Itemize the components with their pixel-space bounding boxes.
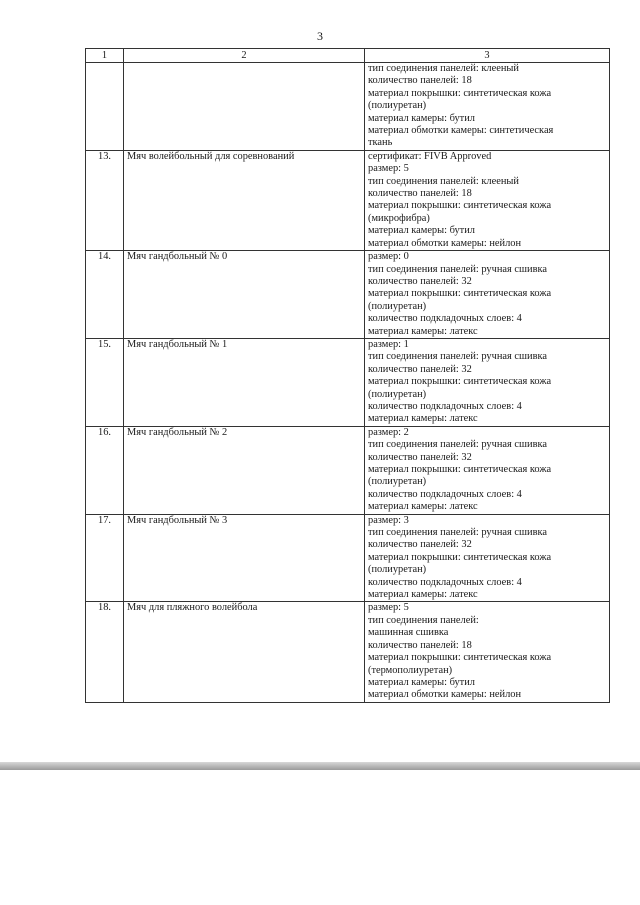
item-name: Мяч волейбольный для соревнований [124,150,365,250]
item-number: 18. [86,602,124,702]
property-line: размер: 5 [368,163,409,175]
property-line: количество панелей: 18 [368,188,472,200]
property-line: материал покрышки: синтетическая кожа [368,376,552,388]
item-name [124,63,365,151]
property-line: материал обмотки камеры: нейлон [368,689,522,701]
property-line: (термополиуретан) [368,664,453,676]
property-line: количество панелей: 18 [368,639,472,651]
column-header-3: 3 [365,49,610,63]
property-line: тип соединения панелей: ручная сшивка [368,439,547,451]
item-name: Мяч гандбольный № 2 [124,426,365,514]
item-properties [365,251,610,339]
table-row [86,338,610,426]
property-line: материал камеры: бутил [368,676,475,688]
property-line: размер: 0 [368,251,409,263]
property-line: тип соединения панелей: клееный [368,175,519,187]
property-line: количество подкладочных слоев: 4 [368,313,522,325]
item-name: Мяч гандбольный № 1 [124,338,365,426]
property-line: сертификат: FIVB Approved [368,150,492,162]
property-line: тип соединения панелей: ручная сшивка [368,527,547,539]
table-row [86,514,610,602]
property-line: (полиуретан) [368,100,427,112]
property-line: материал камеры: бутил [368,112,475,124]
property-line: (полиуретан) [368,300,427,312]
property-line: размер: 2 [368,426,409,438]
property-line: машинная сшивка [368,627,449,639]
property-line: материал камеры: латекс [368,325,478,337]
item-properties [365,602,610,702]
item-properties [365,426,610,514]
property-line: количество панелей: 32 [368,451,472,463]
specification-table [85,48,610,703]
property-line: тип соединения панелей: ручная сшивка [368,263,547,275]
table-row [86,150,610,250]
property-line: материал покрышки: синтетическая кожа [368,652,552,664]
item-number: 14. [86,251,124,339]
property-line: материал обмотки камеры: синтетическая [368,125,554,137]
property-line: материал камеры: латекс [368,589,478,601]
property-line: (полиуретан) [368,476,427,488]
table-row [86,63,610,151]
item-properties [365,63,610,151]
property-line: материал покрышки: синтетическая кожа [368,551,552,563]
property-line: материал камеры: латекс [368,501,478,513]
item-number: 16. [86,426,124,514]
item-name: Мяч для пляжного волейбола [124,602,365,702]
column-header-2: 2 [124,49,365,63]
property-line: (полиуретан) [368,388,427,400]
property-line: размер: 5 [368,602,409,614]
item-name: Мяч гандбольный № 0 [124,251,365,339]
item-name: Мяч гандбольный № 3 [124,514,365,602]
property-line: (микрофибра) [368,212,430,224]
column-header-1: 1 [86,49,124,63]
item-number: 13. [86,150,124,250]
page-number: 3 [317,29,323,43]
property-line: материал камеры: бутил [368,225,475,237]
property-line: материал покрышки: синтетическая кожа [368,200,552,212]
item-properties [365,338,610,426]
property-line: количество панелей: 32 [368,275,472,287]
property-line: тип соединения панелей: [368,614,479,626]
property-line: размер: 3 [368,514,409,526]
item-properties [365,150,610,250]
property-line: размер: 1 [368,338,409,350]
property-line: тип соединения панелей: ручная сшивка [368,351,547,363]
property-line: материал камеры: латекс [368,413,478,425]
table-row [86,426,610,514]
property-line: количество панелей: 32 [368,539,472,551]
property-line: материал покрышки: синтетическая кожа [368,288,552,300]
item-number: 15. [86,338,124,426]
item-properties [365,514,610,602]
property-line: материал обмотки камеры: нейлон [368,237,522,249]
property-line: материал покрышки: синтетическая кожа [368,87,552,99]
table-header-row [86,49,610,63]
property-line: тип соединения панелей: клееный [368,63,519,74]
item-number [86,63,124,151]
property-line: ткань [368,137,393,149]
property-line: количество панелей: 18 [368,75,472,87]
table-row [86,602,610,702]
property-line: количество подкладочных слоев: 4 [368,400,522,412]
property-line: количество подкладочных слоев: 4 [368,576,522,588]
property-line: (полиуретан) [368,564,427,576]
property-line: материал покрышки: синтетическая кожа [368,464,552,475]
property-line: количество панелей: 32 [368,363,472,375]
property-line: количество подкладочных слоев: 4 [368,488,522,500]
item-number: 17. [86,514,124,602]
scan-bottom-edge [0,762,640,770]
table-row [86,251,610,339]
